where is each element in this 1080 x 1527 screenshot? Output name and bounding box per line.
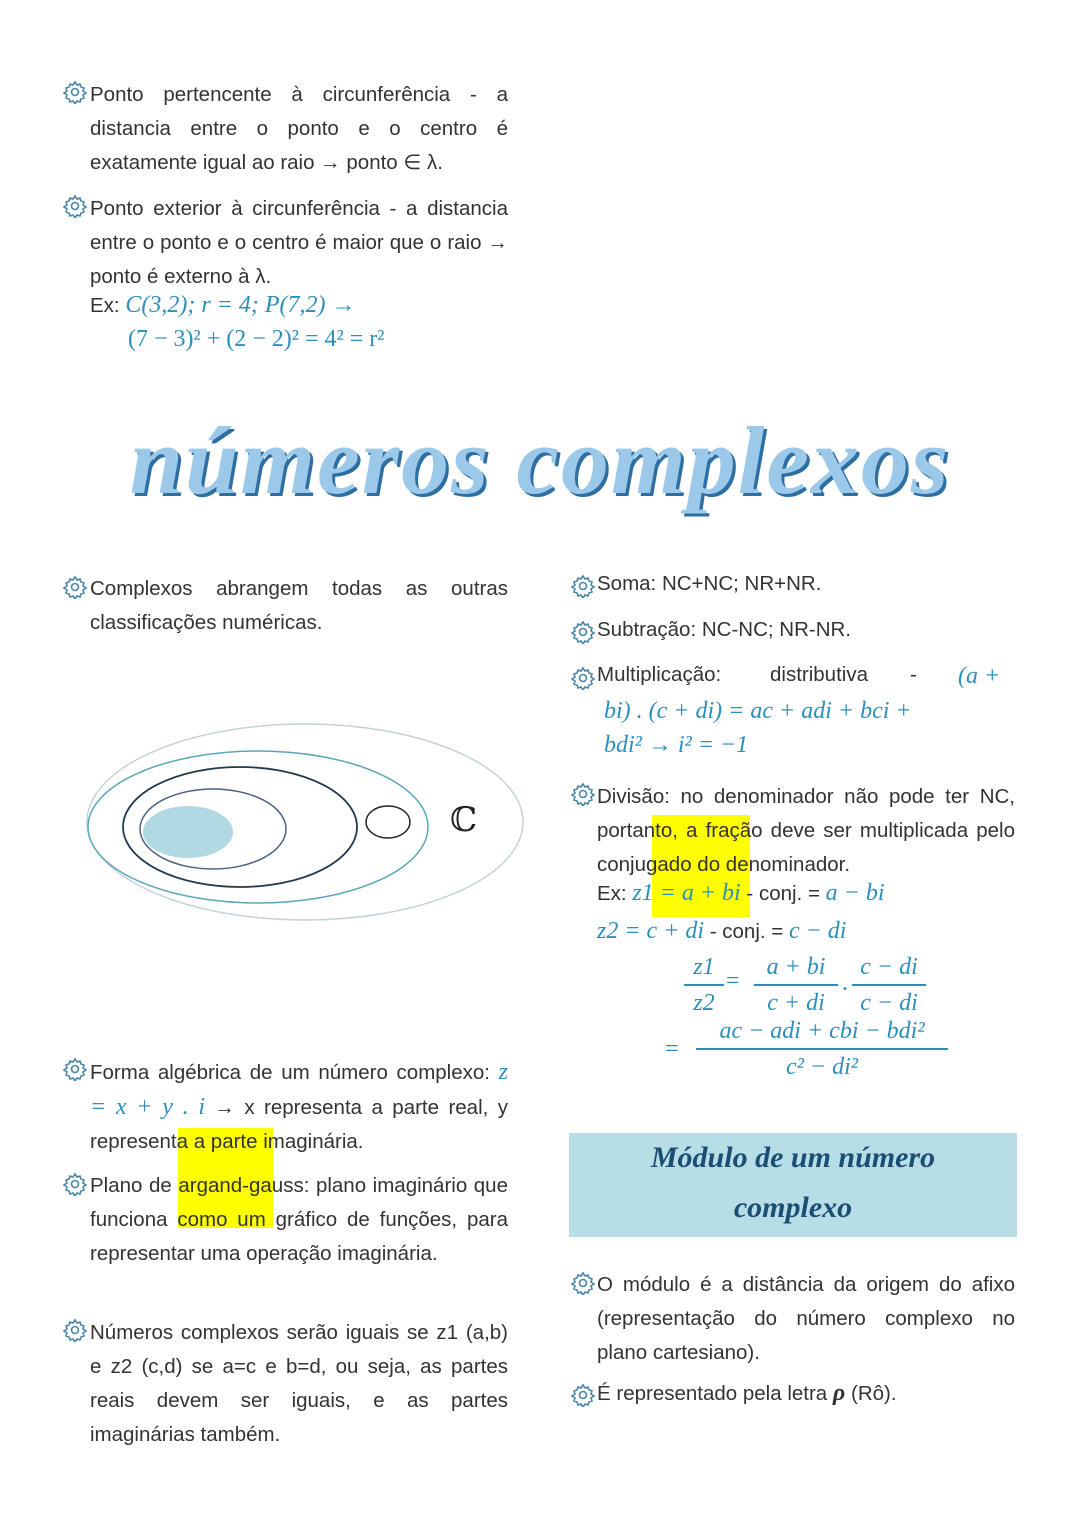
complex-scope-text: Complexos abrangem todas as outras classificações numéricas. xyxy=(90,577,508,634)
conjugate-label: - conj. = xyxy=(704,920,789,943)
rho-symbol: ρ xyxy=(832,1380,846,1406)
multiplication-math-2: bi) . (c + di) = ac + adi + bci + xyxy=(604,698,912,724)
algebraic-form-math: z = x + y . i xyxy=(90,1059,508,1120)
equals-sign: = xyxy=(726,968,740,994)
point-exterior-text: Ponto exterior à circunferência - a distancia entre o ponto e o centro é maior que o raio → ponto é externo à λ. xyxy=(90,197,508,288)
gear-bullet-icon xyxy=(570,1383,596,1407)
gear-bullet-icon xyxy=(62,80,88,104)
conjugate-z2: c − di xyxy=(788,918,847,944)
module-symbol-text xyxy=(597,1380,897,1407)
fraction-a-bi xyxy=(754,950,838,1020)
division-text: Divisão: no denominador não pode ter NC, portanto, a fração deve ser multiplicada pelo conjugado do denominador. xyxy=(597,785,1015,876)
z1-math: z1 = a + bi xyxy=(632,880,741,906)
division-example-line-2 xyxy=(597,918,846,945)
module-symbol-label: É representado pela letra xyxy=(597,1382,828,1405)
module-definition-text: O módulo é a distância da origem do afixo (representação do número complexo no plano cartesiano). xyxy=(597,1273,1015,1364)
algebraic-form-label: Forma algébrica de um número complexo: xyxy=(90,1061,490,1084)
numerator: ac − adi + cbi − bdi² xyxy=(696,1014,948,1050)
example-label: Ex: xyxy=(597,882,627,905)
numerator: z1 xyxy=(684,950,724,986)
division-example-line-1 xyxy=(597,880,885,907)
module-heading-line-1: Módulo de um número xyxy=(650,1141,936,1174)
fraction-z1-z2 xyxy=(684,950,724,1020)
multiply-dot: . xyxy=(842,970,848,996)
gear-bullet-icon xyxy=(570,620,596,644)
gear-bullet-icon xyxy=(62,1318,88,1342)
sum-text: Soma: NC+NC; NR+NR. xyxy=(597,572,822,595)
fraction-conjugate xyxy=(852,950,926,1020)
conjugate-label: - conj. = xyxy=(740,882,826,905)
equal-complex-text: Números complexos serão iguais se z1 (a,b) e z2 (c,d) se a=c e b=d, ou seja, as partes reais devem ser iguais, e as partes imaginárias também. xyxy=(90,1321,508,1446)
point-on-circle-text: Ponto pertencente à circunferência - a distancia entre o ponto e o centro é exatamente igual ao raio → ponto ∈ λ. xyxy=(90,83,508,174)
algebraic-form-explanation: → x representa a parte real, y representa a parte imaginária. xyxy=(90,1096,509,1153)
example-equation: (7 − 3)² + (2 − 2)² = 4² = r² xyxy=(128,326,385,352)
multiplication-math-3: bdi² → i² = −1 xyxy=(604,732,749,758)
gear-bullet-icon xyxy=(570,574,596,598)
gear-bullet-icon xyxy=(62,194,88,218)
multiplication-label: Multiplicação: xyxy=(597,663,722,686)
denominator: c − di xyxy=(860,990,918,1016)
numerator: a + bi xyxy=(754,950,838,986)
numerator: c − di xyxy=(852,950,926,986)
gear-bullet-icon xyxy=(570,782,596,806)
example-label: Ex: xyxy=(90,294,120,317)
conjugate-z1: a − bi xyxy=(825,880,885,906)
gear-bullet-icon xyxy=(62,1172,88,1196)
complex-set-symbol: ℂ xyxy=(450,800,478,840)
multiplication-math-1: (a + xyxy=(958,663,1001,689)
irrational-set-ellipse xyxy=(366,806,410,838)
gear-bullet-icon xyxy=(570,666,596,690)
z2-math: z2 = c + di xyxy=(597,918,705,944)
multiplication-dash: - xyxy=(910,663,917,686)
example-math: C(3,2); r = 4; P(7,2) → xyxy=(125,292,356,318)
denominator: z2 xyxy=(693,990,715,1016)
gear-bullet-icon xyxy=(62,1057,88,1081)
denominator: c + di xyxy=(767,990,825,1016)
argand-gauss-text: Plano de argand-gauss: plano imaginário que funciona como um gráfico de funções, para representar uma operação imaginária. xyxy=(90,1174,508,1265)
equals-sign: = xyxy=(665,1036,679,1062)
gear-bullet-icon xyxy=(62,575,88,599)
denominator: c² − di² xyxy=(786,1054,858,1080)
section-title: números complexos xyxy=(129,407,951,514)
module-heading-line-2: complexo xyxy=(733,1191,853,1224)
natural-set-ellipse xyxy=(143,806,233,858)
real-set-ellipse xyxy=(88,751,428,903)
fraction-result xyxy=(696,1014,948,1084)
multiplication-word: distributiva xyxy=(770,663,868,686)
module-heading-box xyxy=(569,1133,1017,1237)
rho-name: (Rô). xyxy=(851,1382,897,1405)
subtraction-text: Subtração: NC-NC; NR-NR. xyxy=(597,618,852,641)
gear-bullet-icon xyxy=(570,1271,596,1295)
algebraic-form-text xyxy=(90,1055,508,1159)
example-line-1 xyxy=(90,292,355,319)
